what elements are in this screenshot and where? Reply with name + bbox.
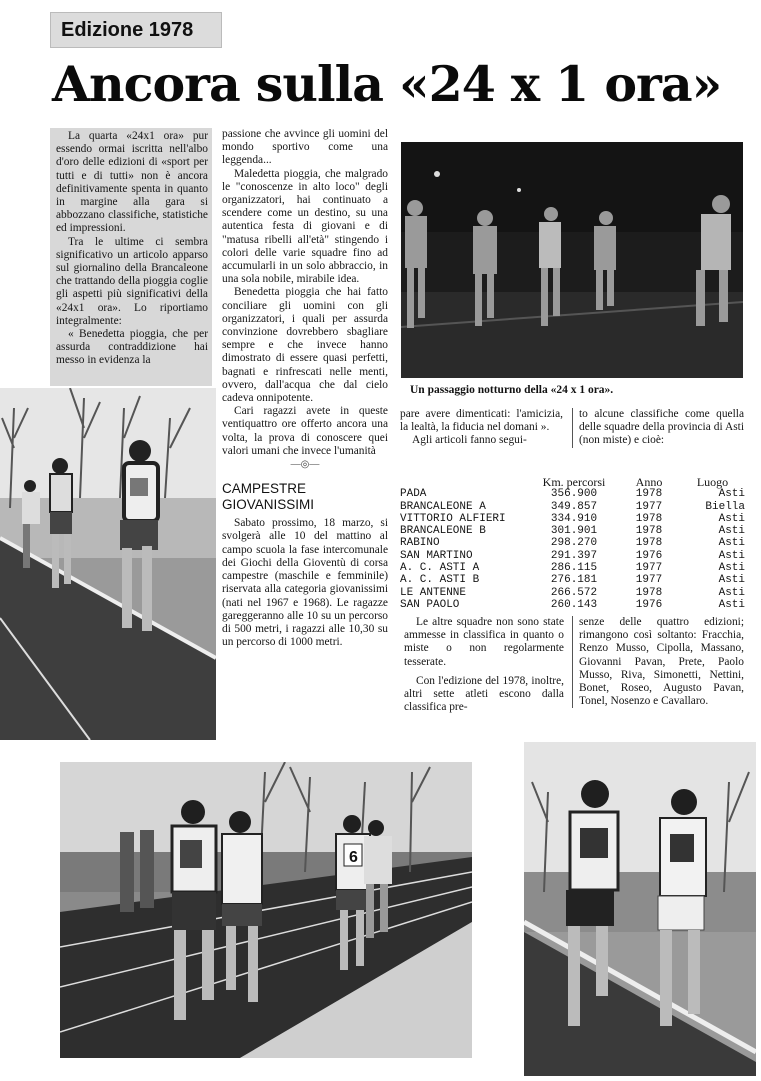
cell-year: 1976 — [635, 598, 663, 611]
header-place: Luogo — [696, 475, 729, 489]
cell-team: LE ANTENNE — [400, 586, 467, 599]
body-paragraph: Sabato prossimo, 18 marzo, si svolgerà alle 10 del mattino al campo scuola la fase intercomunale dei Giochi della Gioventù di corsa campestre (maschile e femminile) riservata alla categoria giovanissimi (nati nel 1967 e 1968). Le ragazze gareggeranno alle 10 su un percorso di 500 metri, i ragazzi alle 10,30 su un percorso di 1000 metri. — [222, 517, 388, 649]
table-row — [400, 550, 745, 562]
header-team — [400, 476, 530, 488]
body-paragraph: Benedetta pioggia che hai fatto conciliare gli uomini con gli organizzatori, i quali per assurda convinzione dovrebbero sbagliare sempre e che invece hanno dimostrato di essere quasi perfetti, bagnati e rinfrescati nelle menti, ovvero, dall'acqua che dal cielo cadeva onnipotente. — [222, 286, 388, 405]
body-paragraph: Agli articoli fanno segui- — [412, 434, 527, 447]
cell-place: Biella — [705, 500, 745, 513]
table-row — [400, 574, 745, 586]
cell-team: A. C. ASTI B — [400, 574, 480, 587]
photo-runners-park — [0, 388, 216, 740]
table-row — [400, 525, 745, 537]
cell-place: Asti — [718, 537, 745, 550]
table-row — [400, 562, 745, 574]
cell-year: 1978 — [635, 512, 663, 525]
cell-year: 1978 — [635, 525, 663, 538]
column-six — [572, 616, 744, 708]
cell-team: A. C. ASTI A — [400, 562, 480, 575]
cell-km: 286.115 — [550, 562, 598, 575]
cell-team: RABINO — [400, 537, 440, 550]
team-ranking-table — [400, 476, 745, 611]
intro-paragraph: « Benedetta pioggia, che per assurda contraddizione hai messo in evidenza la — [56, 328, 208, 367]
body-paragraph: pare avere dimenticati: l'amicizia, la lealtà, la fiducia nel domani ». — [400, 408, 563, 434]
cell-km: 291.397 — [550, 549, 598, 562]
column-three — [400, 408, 563, 448]
cell-year: 1977 — [635, 574, 663, 587]
cell-place: Asti — [718, 549, 745, 562]
cell-km: 334.910 — [550, 512, 598, 525]
section-divider: —◎— — [290, 459, 320, 471]
edition-label — [50, 12, 222, 48]
cell-year: 1977 — [635, 562, 663, 575]
table-row — [400, 488, 745, 500]
bib-number: 6 — [349, 849, 358, 866]
cell-place: Asti — [718, 598, 745, 611]
cell-km: 298.270 — [550, 537, 598, 550]
intro-column — [50, 128, 212, 386]
table-row — [400, 501, 745, 513]
table-row — [400, 599, 745, 611]
table-row — [400, 587, 745, 599]
body-paragraph: senze delle quattro edizioni; rimangono così soltanto: Fracchia, Renzo Musso, Cipolla, Massano, Giovanni Pavan, Prete, Paolo Musso, Riva, Simonetti, Nettini, Bonet, Roseo, Augusto Pavan, Tonel, Nosenzo e Cavallaro. — [579, 616, 744, 708]
cell-year: 1978 — [635, 586, 663, 599]
cell-team: SAN PAOLO — [400, 598, 460, 611]
photo-night-passage — [401, 142, 743, 378]
cell-place: Asti — [718, 562, 745, 575]
table-header-row — [400, 476, 745, 488]
body-paragraph: to alcune classifiche come quella delle squadre della provincia di Asti (non miste) e cioè: — [579, 408, 744, 447]
body-paragraph: Le altre squadre non sono state ammesse in classifica in quanto o miste o non regolarmente tesserate. — [404, 616, 564, 668]
cell-team: BRANCALEONE B — [400, 525, 486, 538]
photo-two-runners — [524, 742, 756, 1076]
body-paragraph: passione che avvince gli uomini del mondo sportivo come una leggenda... — [222, 128, 388, 167]
cell-km: 260.143 — [550, 598, 598, 611]
column-five — [404, 616, 564, 714]
cell-km: 301.901 — [550, 525, 598, 538]
cell-team: SAN MARTINO — [400, 549, 473, 562]
cell-km: 356.900 — [550, 488, 598, 501]
cell-year: 1978 — [635, 488, 663, 501]
cell-team: BRANCALEONE A — [400, 500, 486, 513]
cell-place: Asti — [718, 525, 745, 538]
table-row — [400, 537, 745, 549]
body-paragraph: Cari ragazzi avete in queste ventiquattro ore offerto ancora una volta, la prova di conoscere quei valori umani che invece l'umanità — [222, 405, 388, 457]
cell-year: 1977 — [635, 500, 663, 513]
photo-caption: Un passaggio notturno della «24 x 1 ora». — [410, 384, 614, 396]
cell-team: VITTORIO ALFIERI — [400, 512, 506, 525]
cell-year: 1976 — [635, 549, 663, 562]
cell-place: Asti — [718, 512, 745, 525]
column-four — [572, 408, 744, 448]
cell-place: Asti — [718, 488, 745, 501]
section-subheading: CAMPESTRE GIOVANISSIMI — [222, 481, 315, 513]
photo-track-race — [60, 762, 472, 1058]
table-row — [400, 513, 745, 525]
edition-label-text: Edizione 1978 — [61, 19, 194, 41]
cell-km: 349.857 — [550, 500, 598, 513]
body-paragraph: Con l'edizione del 1978, inoltre, altri sette atleti escono dalla classifica pre- — [404, 674, 564, 714]
cell-team: PADA — [400, 488, 427, 501]
intro-paragraph: Tra le ultime ci sembra significativo un articolo apparso sul giornalino della Brancaleone che trattando della pioggia coglie gli aspetti più significativi della «24x1 ora». Lo riportiamo integralmente: — [56, 235, 208, 327]
middle-column — [222, 128, 388, 649]
header-km: Km. percorsi — [542, 475, 606, 489]
cell-place: Asti — [718, 586, 745, 599]
cell-year: 1978 — [635, 537, 663, 550]
cell-km: 276.181 — [550, 574, 598, 587]
cell-place: Asti — [718, 574, 745, 587]
cell-km: 266.572 — [550, 586, 598, 599]
header-year: Anno — [635, 475, 663, 489]
body-paragraph: Maledetta pioggia, che malgrado le "conoscenze in alto loco" degli organizzatori, hai continuato a scendere come un destino, su una autentica festa di giovani e di "matusa ribelli all'età" stingendo i colori delle varie squadre fino ad accumularli in un solo abbraccio, in una sola nobile, mirabile idea. — [222, 167, 388, 286]
headline: Ancora sulla «24 x 1 ora» — [52, 55, 722, 113]
intro-paragraph: La quarta «24x1 ora» pur essendo ormai iscritta nell'albo d'oro delle edizioni di «sport per tutti e di tutti» non è ancora definitivamente spenta in quanto in margine alla gara si abbozzano classifiche, statistiche ed impressioni. — [56, 130, 208, 235]
